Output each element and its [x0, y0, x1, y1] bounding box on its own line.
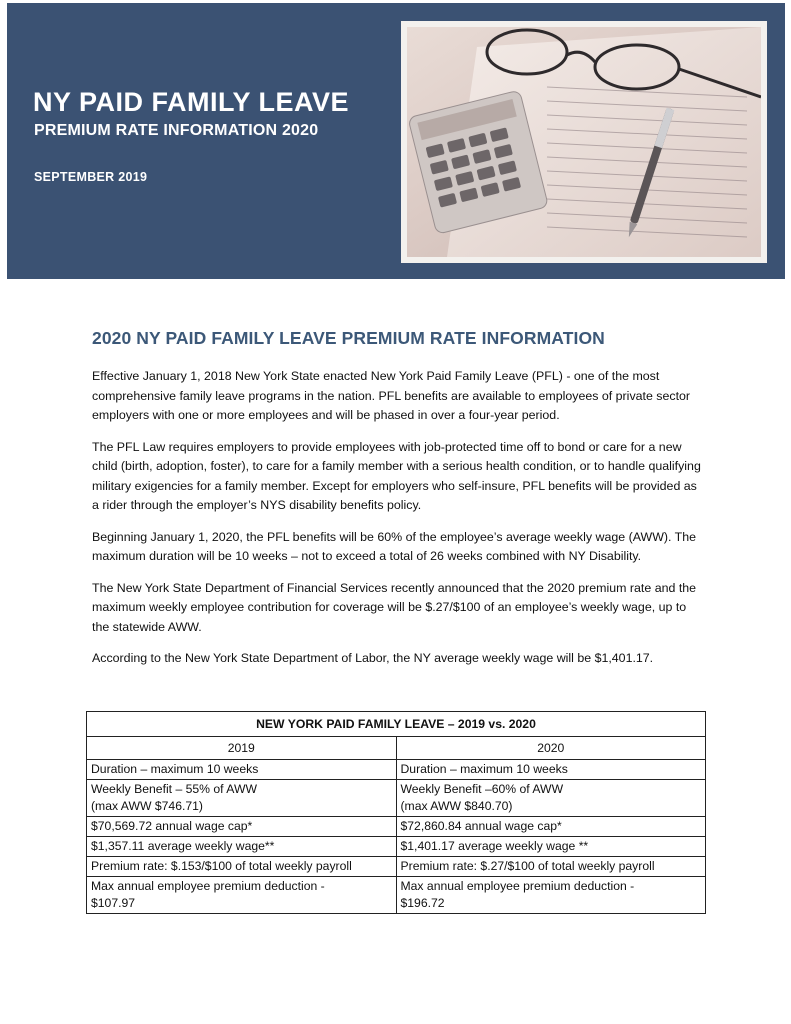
table-cell	[396, 760, 706, 780]
table-cell	[87, 857, 397, 877]
table-cell	[87, 877, 397, 914]
table-cell	[396, 877, 706, 914]
cell-text: Max annual employee premium deduction -	[400, 879, 635, 893]
cell-text: Duration – maximum 10 weeks	[91, 762, 259, 776]
table-cell	[396, 837, 706, 857]
cell-text: $107.97	[91, 896, 136, 910]
banner-text-block	[33, 87, 349, 184]
paragraph-aww: According to the New York State Department of Labor, the NY average weekly wage will be $1,401.17.	[92, 651, 654, 665]
paragraph-benefits-2020: Beginning January 1, 2020, the PFL benefits will be 60% of the employee’s average weekly wage (AWW). The maximum duration will be 10 weeks – not to exceed a total of 26 weeks combined with NY Disability.	[92, 529, 697, 563]
cell-text: Premium rate: $.153/$100 of total weekly payroll	[91, 859, 352, 873]
table-cell	[87, 760, 397, 780]
cell-text: $196.72	[400, 896, 445, 910]
cell-text: (max AWW $746.71)	[91, 799, 203, 813]
page-subtitle: PREMIUM RATE INFORMATION 2020	[34, 122, 319, 139]
table-cell	[87, 817, 397, 837]
table-row	[87, 760, 706, 780]
cell-text: Duration – maximum 10 weeks	[400, 762, 568, 776]
table-row	[87, 780, 706, 817]
table-cell	[396, 817, 706, 837]
table-cell	[87, 780, 397, 817]
table-caption: NEW YORK PAID FAMILY LEAVE – 2019 vs. 2020	[87, 712, 706, 737]
column-header-2020: 2020	[396, 737, 706, 760]
table-row	[87, 877, 706, 914]
publication-date: SEPTEMBER 2019	[34, 170, 148, 184]
table-header-row	[87, 737, 706, 760]
table-row	[87, 817, 706, 837]
table-row	[87, 837, 706, 857]
paragraph-pfl-law: The PFL Law requires employers to provide employees with job-protected time off to bond or care for a new child (birth, adoption, foster), to care for a family member with a serious health condition, or to handle qualifying military exigencies for a family member. Except for employers who self-insure, PFL benefits will be provided as a rider through the employer’s NYS disability benefits policy.	[92, 439, 701, 512]
photo-frame	[401, 21, 767, 263]
column-header-2019: 2019	[87, 737, 397, 760]
calculator-glasses-pen-photo	[407, 27, 761, 257]
comparison-table	[86, 711, 706, 914]
cell-text: Weekly Benefit –60% of AWW	[400, 782, 564, 796]
photo-illustration	[407, 27, 761, 257]
paragraph-intro: Effective January 1, 2018 New York State enacted New York Paid Family Leave (PFL) - one of the most comprehensive family leave programs in the nation. PFL benefits are available to employees of private sector employers with one or more employees and will be phased in over a four-year period.	[92, 369, 691, 422]
main-content	[92, 328, 704, 681]
cell-text: $72,860.84 annual wage cap*	[400, 819, 562, 833]
table-caption-row	[87, 712, 706, 737]
table-cell	[396, 857, 706, 877]
cell-text: $1,357.11 average weekly wage**	[91, 839, 275, 853]
cell-text: Weekly Benefit – 55% of AWW	[91, 782, 257, 796]
paragraph-premium-rate: The New York State Department of Financial Services recently announced that the 2020 premium rate and the maximum weekly employee contribution for coverage will be $.27/$100 of an employee’s weekly wage, up to the statewide AWW.	[92, 580, 697, 634]
cell-text: $1,401.17 average weekly wage **	[400, 839, 589, 853]
table-cell	[87, 837, 397, 857]
cell-text: (max AWW $840.70)	[400, 799, 513, 813]
cell-text: $70,569.72 annual wage cap*	[91, 819, 253, 833]
section-heading: 2020 NY PAID FAMILY LEAVE PREMIUM RATE INFORMATION	[92, 328, 605, 348]
page-title: NY PAID FAMILY LEAVE	[33, 87, 350, 117]
header-banner	[7, 3, 785, 279]
table-cell	[396, 780, 706, 817]
table-row	[87, 857, 706, 877]
cell-text: Max annual employee premium deduction -	[91, 879, 325, 893]
cell-text: Premium rate: $.27/$100 of total weekly payroll	[400, 859, 655, 873]
